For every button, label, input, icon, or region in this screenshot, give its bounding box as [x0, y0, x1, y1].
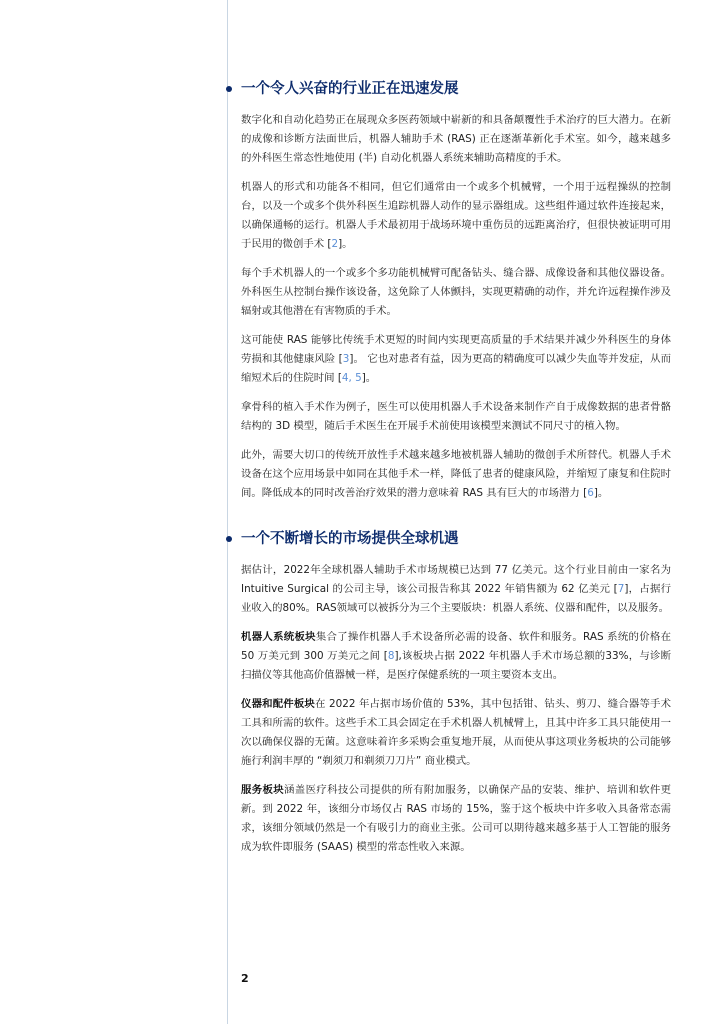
citation-link[interactable]: 2	[331, 238, 339, 250]
paragraph: 每个手术机器人的一个或多个多功能机械臂可配备钻头、缝合器、成像设备和其他仪器设备。外科医生从控制台操作该设备，这免除了人体颤抖，实现更精确的动作，并允许远程操作涉及辐射或其他潜在有害物质的手术。	[241, 267, 671, 317]
paragraph: 此外，需要大切口的传统开放性手术越来越多地被机器人辅助的微创手术所替代。机器人手术设备在这个应用场景中如同在其他手术一样，降低了患者的健康风险，并缩短了康复和住院时间。降低成本的同时改善治疗效果的潜力意味着 RAS 具有巨大的市场潜力 [6]。	[241, 449, 671, 499]
margin-divider-line	[227, 0, 228, 1024]
section-heading-market-text: 一个不断增长的市场提供全球机遇	[241, 531, 459, 547]
paragraph: 拿骨科的植入手术作为例子，医生可以使用机器人手术设备来制作产自于成像数据的患者骨骼结构的 3D 模型，随后手术医生在开展手术前使用该模型来测试不同尺寸的植入物。	[241, 401, 671, 432]
page-number: 2	[241, 972, 249, 985]
section-heading-industry	[241, 78, 671, 100]
paragraph: 这可能使 RAS 能够比传统手术更短的时间内实现更高质量的手术结果并减少外科医生的身体劳损和其他健康风险 [3]。 它也对患者有益，因为更高的精确度可以减少失血等并发症，从而缩短术后的住院时间 [4, 5]。	[241, 334, 672, 384]
paragraph: 机器人的形式和功能各不相同，但它们通常由一个或多个机械臂，一个用于远程操纵的控制台，以及一个或多个供外科医生追踪机器人动作的显示器组成。这些组件通过软件连接起来，以确保通畅的运行。机器人手术最初用于战场环境中重伤员的远距离治疗，但很快被证明可用于民用的微创手术 [2]。	[241, 181, 671, 250]
bold-term: 服务板块	[241, 784, 285, 796]
section-heading-market	[241, 528, 671, 550]
bold-term: 机器人系统板块	[241, 631, 316, 643]
paragraph: 服务板块涵盖医疗科技公司提供的所有附加服务，以确保产品的安装、维护、培训和软件更新。到 2022 年，该细分市场仅占 RAS 市场的 15%，鉴于这个板块中许多收入具备常态需求，该细分领域仍然是一个有吸引力的商业主张。公司可以期待越来越多基于人工智能的服务成为软件即服务 (SAAS) 模型的常态性收入来源。	[241, 784, 672, 853]
main-content	[241, 78, 671, 867]
citation-link[interactable]: 6	[587, 487, 594, 499]
section-heading-industry-text: 一个令人兴奋的行业正在迅速发展	[241, 81, 459, 97]
paragraph: 据估计，2022年全球机器人辅助手术市场规模已达到 77 亿美元。这个行业目前由一家名为 Intuitive Surgical 的公司主导，该公司报告称其 2022 年销售额为 62 亿美元 [7]，占据行业收入的80%。RAS领域可以被拆分为三个主要版块：机器人系统、仪器和配件，以及服务。	[241, 564, 671, 614]
bold-term: 仪器和配件板块	[241, 698, 315, 710]
bullet-icon	[226, 86, 232, 92]
paragraph: 数字化和自动化趋势正在展现众多医药领域中崭新的和具备颠覆性手术治疗的巨大潜力。在新的成像和诊断方法面世后，机器人辅助手术 (RAS) 正在逐渐革新化手术室。如今，越来越多的外科医生常态性地使用 (半) 自动化机器人系统来辅助高精度的手术。	[241, 114, 671, 164]
citation-link[interactable]: 8	[387, 650, 395, 662]
citation-link[interactable]: 3	[342, 353, 350, 365]
paragraph: 机器人系统板块集合了操作机器人手术设备所必需的设备、软件和服务。RAS 系统的价格在 50 万美元到 300 万美元之间 [8],该板块占据 2022 年机器人手术市场总额的33%，与诊断扫描仪等其他高价值器械一样，是医疗保健系统的一项主要资本支出。	[241, 631, 671, 681]
bullet-icon	[226, 536, 232, 542]
paragraph: 仪器和配件板块在 2022 年占据市场价值的 53%，其中包括钳、钻头、剪刀、缝合器等手术工具和所需的软件。这些手术工具会固定在手术机器人机械臂上，且其中许多工具只能使用一次以确保仪器的无菌。这意味着许多采购会重复地开展，从而使从事这项业务板块的公司能够施行利润丰厚的 “剃须刀和剃须刀刀片” 商业模式。	[241, 698, 671, 767]
citation-link[interactable]: 4, 5	[341, 372, 362, 384]
citation-link[interactable]: 7	[617, 583, 625, 595]
